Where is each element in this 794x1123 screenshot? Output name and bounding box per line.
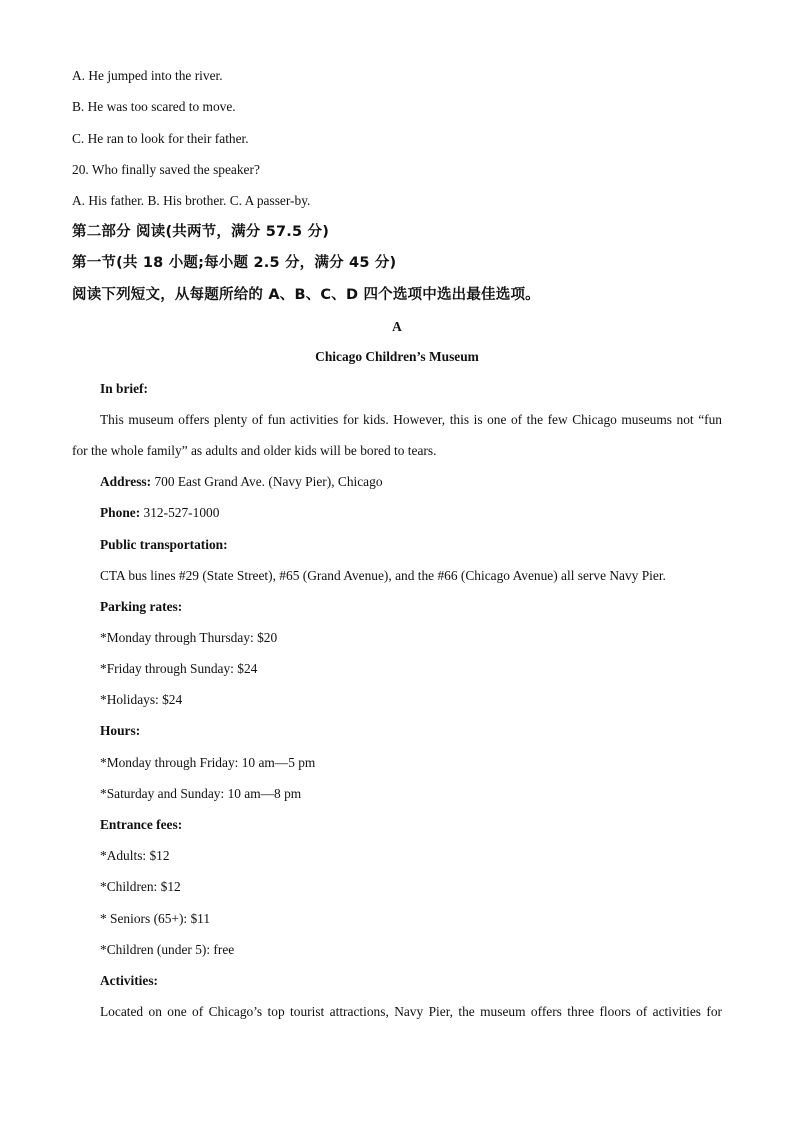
brief-label: In brief: (100, 381, 148, 396)
transport-label: Public transportation: (100, 537, 228, 552)
passage-title: Chicago Children’s Museum (315, 349, 479, 364)
passage-letter: A (392, 319, 402, 334)
phone-value: 312-527-1000 (140, 505, 220, 520)
parking-item: *Friday through Sunday: $24 (100, 661, 258, 676)
address-line (100, 474, 722, 490)
fees-item: * Seniors (65+): $11 (100, 911, 211, 926)
parking-item: *Monday through Thursday: $20 (100, 630, 278, 645)
activities-label: Activities: (100, 973, 159, 988)
address-label: Address: (100, 474, 152, 489)
section-instruction: 阅读下列短文，从每题所给的 A、B、C、D 四个选项中选出最佳选项。 (72, 287, 540, 303)
hours-item: *Saturday and Sunday: 10 am—8 pm (100, 786, 302, 801)
brief-text-line-2: for the whole family” as adults and older kids will be bored to tears. (72, 443, 437, 458)
activities-text-line-1: Located on one of Chicago’s top tourist attractions, Navy Pier, the museum offers three floors of activities for (100, 1004, 722, 1019)
section-part-title: 第二部分 阅读(共两节，满分 57.5 分) (72, 224, 330, 240)
q19-option-b: B. He was too scared to move. (72, 99, 236, 114)
fees-item: *Children (under 5): free (100, 942, 235, 957)
hours-label: Hours: (100, 723, 141, 738)
parking-label: Parking rates: (100, 599, 183, 614)
address-value: 700 East Grand Ave. (Navy Pier), Chicago (151, 474, 383, 489)
fees-item: *Adults: $12 (100, 848, 170, 863)
fees-label: Entrance fees: (100, 817, 183, 832)
parking-item: *Holidays: $24 (100, 692, 183, 707)
transport-text: CTA bus lines #29 (State Street), #65 (Grand Avenue), and the #66 (Chicago Avenue) all serve Navy Pier. (100, 568, 666, 583)
phone-line (100, 505, 722, 521)
q19-option-c: C. He ran to look for their father. (72, 131, 249, 146)
q19-option-a: A. He jumped into the river. (72, 68, 223, 83)
brief-text-line-1: This museum offers plenty of fun activities for kids. However, this is one of the few Chicago museums not “fun (100, 412, 722, 427)
fees-item: *Children: $12 (100, 879, 181, 894)
q20-question: 20. Who finally saved the speaker? (72, 162, 260, 177)
q20-options: A. His father. B. His brother. C. A passer-by. (72, 193, 311, 208)
phone-label: Phone: (100, 505, 141, 520)
hours-item: *Monday through Friday: 10 am—5 pm (100, 755, 316, 770)
section-subsection-title: 第一节(共 18 小题;每小题 2.5 分，满分 45 分) (72, 255, 397, 271)
